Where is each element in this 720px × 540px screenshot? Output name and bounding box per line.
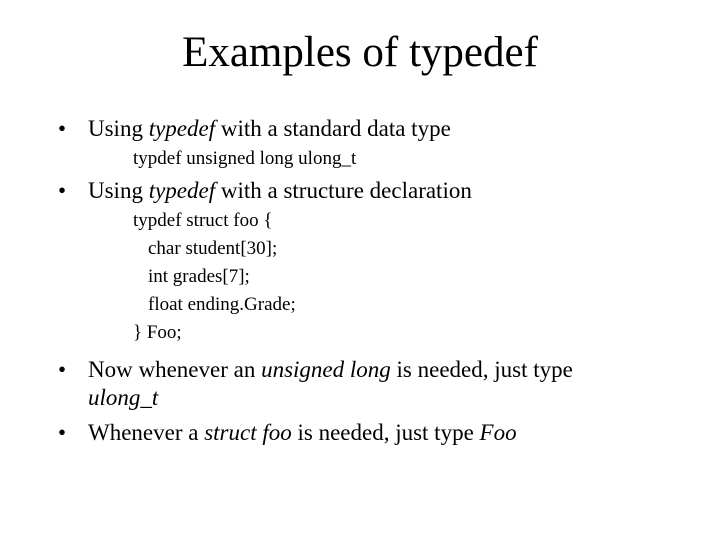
bullet-dot: • <box>58 420 67 445</box>
code-line-struct-open: typdef struct foo { <box>133 210 273 231</box>
bullet-text-post: is needed, just type <box>390 357 573 382</box>
bullet-text-pre: Now whenever an <box>88 357 262 382</box>
bullet-text-emphasis-2: Foo <box>479 420 517 445</box>
code-line-struct-close: } Foo; <box>133 322 182 343</box>
bullet-dot: • <box>58 178 67 203</box>
bullet-text-post: is needed, just type <box>291 420 480 445</box>
bullet-dot: • <box>58 357 67 382</box>
bullet-text-emphasis: unsigned long <box>261 357 391 382</box>
bullet-text-emphasis: typedef <box>148 178 216 203</box>
code-line-ulong: typdef unsigned long ulong_t <box>133 148 357 169</box>
bullet-text-post: with a structure declaration <box>215 178 472 203</box>
bullet-text-emphasis: ulong_t <box>88 385 159 410</box>
code-line-grades: int grades[7]; <box>148 266 250 287</box>
bullet-text-emphasis: typedef <box>148 116 216 141</box>
bullet-continuation <box>88 385 158 411</box>
bullet-text-post: with a standard data type <box>215 116 451 141</box>
code-line-ending-grade: float ending.Grade; <box>148 294 296 315</box>
bullet-unsigned-long <box>58 357 573 383</box>
code-line-student: char student[30]; <box>148 238 278 259</box>
bullet-typedef-struct <box>58 178 472 204</box>
bullet-text-pre: Using <box>88 178 149 203</box>
bullet-text-emphasis: struct foo <box>204 420 292 445</box>
bullet-typedef-standard <box>58 116 451 142</box>
bullet-struct-foo <box>58 420 517 446</box>
slide-title: Examples of typedef <box>182 29 538 76</box>
bullet-dot: • <box>58 116 67 141</box>
bullet-text-pre: Using <box>88 116 149 141</box>
bullet-text-pre: Whenever a <box>88 420 205 445</box>
